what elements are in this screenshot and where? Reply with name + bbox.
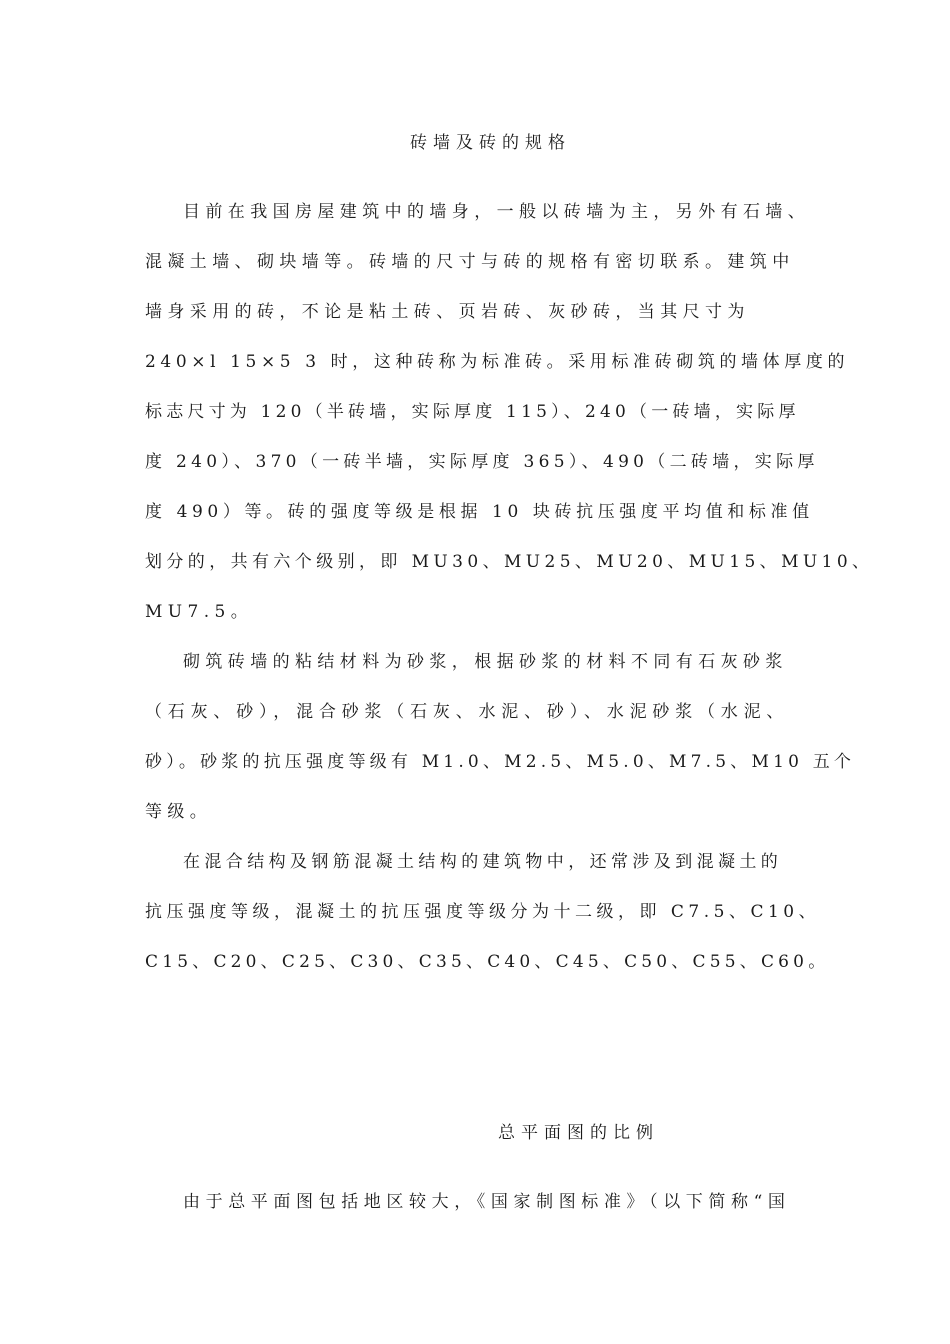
paragraph-line: 等级。 [145,802,213,822]
paragraph-line: 由于总平面图包括地区较大，《国家制图标准》（以下简称“国 [183,1192,791,1212]
paragraph-line: 标志尺寸为 120（半砖墙，实际厚度 115）、240（一砖墙，实际厚 [145,402,800,422]
paragraph-line: C15、C20、C25、C30、C35、C40、C45、C50、C55、C60。 [145,952,830,972]
section-title-site-plan-scale: 总平面图的比例 [498,1123,659,1143]
paragraph-line: 度 490）等。砖的强度等级是根据 10 块砖抗压强度平均值和标准值 [145,502,814,522]
paragraph-line: 砌筑砖墙的粘结材料为砂浆，根据砂浆的材料不同有石灰砂浆 [183,652,788,672]
paragraph-line: 墙身采用的砖，不论是粘土砖、页岩砖、灰砂砖，当其尺寸为 [145,302,750,322]
paragraph-line: MU7.5。 [145,602,254,622]
paragraph-line: 抗压强度等级，混凝土的抗压强度等级分为十二级，即 C7.5、C10、 [145,902,821,922]
paragraph-line: 度 240）、370（一砖半墙，实际厚度 365）、490（二砖墙，实际厚 [145,452,819,472]
paragraph-line: 目前在我国房屋建筑中的墙身，一般以砖墙为主，另外有石墙、 [183,202,811,222]
paragraph-line: 在混合结构及钢筋混凝土结构的建筑物中，还常涉及到混凝土的 [183,852,783,872]
paragraph-line: 砂）。砂浆的抗压强度等级有 M1.0、M2.5、M5.0、M7.5、M10 五个 [145,752,856,772]
paragraph-line: （石灰、砂），混合砂浆（石灰、水泥、砂）、水泥砂浆（水泥、 [145,702,790,722]
section-title-brick-wall: 砖墙及砖的规格 [410,133,571,153]
paragraph-line: 划分的，共有六个级别，即 MU30、MU25、MU20、MU15、MU10、 [145,552,874,572]
paragraph-line: 混凝土墙、砌块墙等。砖墙的尺寸与砖的规格有密切联系。建筑中 [145,252,795,272]
paragraph-line: 240×l 15×5 3 时，这种砖称为标准砖。采用标准砖砌筑的墙体厚度的 [145,352,850,372]
